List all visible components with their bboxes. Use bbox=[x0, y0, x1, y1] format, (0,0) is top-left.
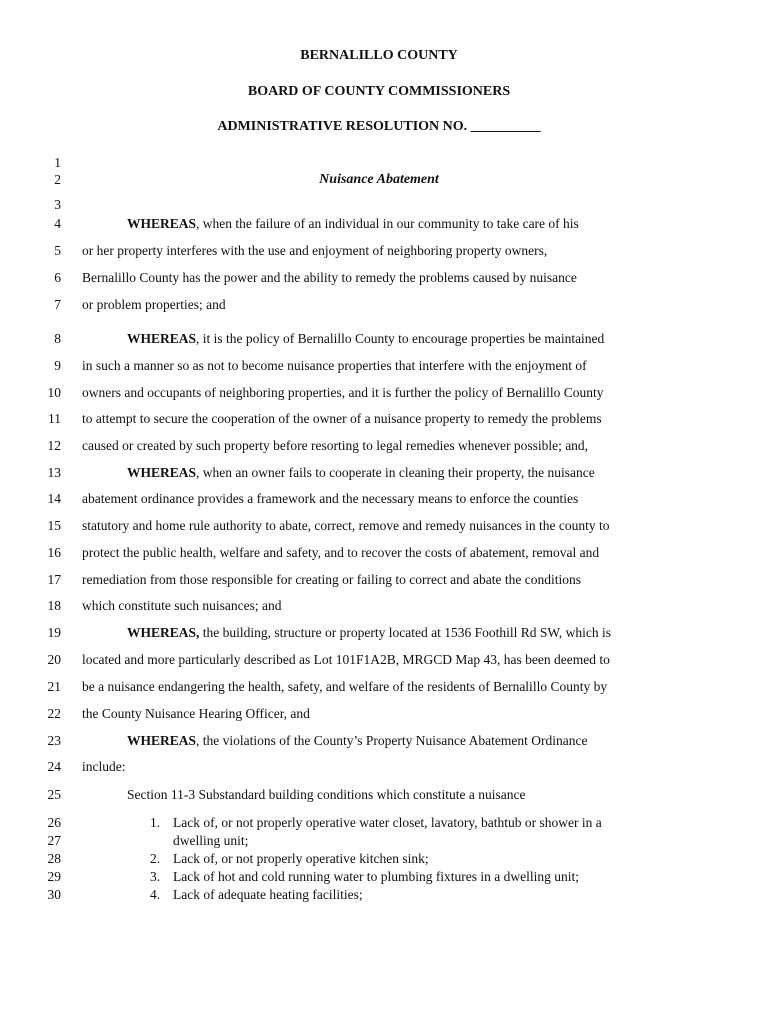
whereas-lead: WHEREAS bbox=[127, 465, 197, 480]
line-number: 29 bbox=[47, 869, 61, 884]
paragraph-4-line: WHEREAS, the building, structure or property located at 1536 Foothill Rd SW, which is bbox=[127, 625, 611, 640]
line-number: 7 bbox=[54, 297, 61, 312]
county-heading: BERNALILLO COUNTY bbox=[300, 48, 458, 63]
paragraph-3-line: protect the public health, welfare and safety, and to recover the costs of abatement, removal and bbox=[82, 545, 600, 560]
line-number: 21 bbox=[47, 679, 61, 694]
line-number: 9 bbox=[54, 358, 61, 373]
line-number: 19 bbox=[47, 625, 61, 640]
whereas-lead: WHEREAS, bbox=[127, 625, 200, 640]
document-title: Nuisance Abatement bbox=[319, 172, 439, 187]
line-number: 17 bbox=[47, 572, 61, 587]
line-number: 4 bbox=[54, 216, 61, 231]
line-number: 12 bbox=[47, 438, 61, 453]
section-heading: Section 11-3 Substandard building conditions which constitute a nuisance bbox=[127, 787, 526, 802]
list-item-continuation: dwelling unit; bbox=[173, 833, 249, 848]
paragraph-3-line: which constitute such nuisances; and bbox=[82, 598, 282, 613]
board-heading: BOARD OF COUNTY COMMISSIONERS bbox=[247, 84, 511, 99]
whereas-lead: WHEREAS bbox=[127, 216, 197, 231]
paragraph-3-line: statutory and home rule authority to abate, correct, remove and remedy nuisances in the county to bbox=[82, 518, 610, 533]
whereas-lead: WHEREAS bbox=[127, 331, 197, 346]
line-number: 6 bbox=[54, 270, 61, 285]
line-number: 2 bbox=[54, 172, 61, 187]
line-number: 27 bbox=[47, 833, 61, 848]
list-item: Lack of, or not properly operative water closet, lavatory, bathtub or shower in a bbox=[173, 815, 602, 830]
line-number: 25 bbox=[47, 787, 61, 802]
line-number: 13 bbox=[47, 465, 61, 480]
paragraph-1-line: WHEREAS, when the failure of an individual in our community to take care of his bbox=[127, 216, 579, 231]
line-number: 14 bbox=[47, 491, 61, 506]
paragraph-4-line: located and more particularly described as Lot 101F1A2B, MRGCD Map 43, has been deemed to bbox=[82, 652, 610, 667]
list-item-number: 3. bbox=[150, 869, 161, 884]
whereas-lead: WHEREAS bbox=[127, 733, 197, 748]
line-number: 1 bbox=[54, 155, 61, 170]
paragraph-3-line: abatement ordinance provides a framework and the necessary means to enforce the counties bbox=[82, 491, 579, 506]
line-number: 10 bbox=[47, 385, 61, 400]
paragraph-2-line: owners and occupants of neighboring properties, and it is further the policy of Bernalillo County bbox=[82, 385, 604, 400]
paragraph-4-line: the County Nuisance Hearing Officer, and bbox=[82, 706, 310, 721]
list-item: Lack of adequate heating facilities; bbox=[173, 887, 363, 902]
paragraph-2-line: caused or created by such property before resorting to legal remedies whenever possible; and, bbox=[82, 438, 589, 453]
list-item: Lack of hot and cold running water to plumbing fixtures in a dwelling unit; bbox=[173, 869, 580, 884]
resolution-heading: ADMINISTRATIVE RESOLUTION NO. __________ bbox=[217, 119, 541, 134]
paragraph-5-line: WHEREAS, the violations of the County’s Property Nuisance Abatement Ordinance bbox=[127, 733, 588, 748]
paragraph-2-line: in such a manner so as not to become nuisance properties that interfere with the enjoyment of bbox=[82, 358, 587, 373]
line-number: 22 bbox=[47, 706, 61, 721]
paragraph-3-line: remediation from those responsible for creating or failing to correct and abate the conditions bbox=[82, 572, 581, 587]
paragraph-3-line: WHEREAS, when an owner fails to cooperate in cleaning their property, the nuisance bbox=[127, 465, 595, 480]
paragraph-1-line: or problem properties; and bbox=[82, 297, 226, 312]
line-number: 15 bbox=[47, 518, 61, 533]
line-number: 28 bbox=[47, 851, 61, 866]
line-number: 18 bbox=[47, 598, 61, 613]
line-number: 3 bbox=[54, 197, 61, 212]
list-item-number: 1. bbox=[150, 815, 161, 830]
line-number: 23 bbox=[47, 733, 61, 748]
list-item-number: 4. bbox=[150, 887, 161, 902]
line-number: 24 bbox=[47, 759, 61, 774]
list-item: Lack of, or not properly operative kitchen sink; bbox=[173, 851, 429, 866]
paragraph-1-line: or her property interferes with the use and enjoyment of neighboring property owners, bbox=[82, 243, 548, 258]
line-number: 8 bbox=[54, 331, 61, 346]
list-item-number: 2. bbox=[150, 851, 161, 866]
paragraph-2-line: to attempt to secure the cooperation of the owner of a nuisance property to remedy the problems bbox=[82, 411, 602, 426]
paragraph-5-line: include: bbox=[82, 759, 126, 774]
paragraph-2-line: WHEREAS, it is the policy of Bernalillo County to encourage properties be maintained bbox=[127, 331, 605, 346]
line-number: 5 bbox=[54, 243, 61, 258]
paragraph-1-line: Bernalillo County has the power and the ability to remedy the problems caused by nuisance bbox=[82, 270, 577, 285]
line-number: 26 bbox=[47, 815, 61, 830]
line-number: 11 bbox=[48, 411, 61, 426]
line-number: 16 bbox=[47, 545, 61, 560]
paragraph-4-line: be a nuisance endangering the health, safety, and welfare of the residents of Bernalillo County by bbox=[82, 679, 608, 694]
line-number: 20 bbox=[47, 652, 61, 667]
line-number: 30 bbox=[47, 887, 61, 902]
